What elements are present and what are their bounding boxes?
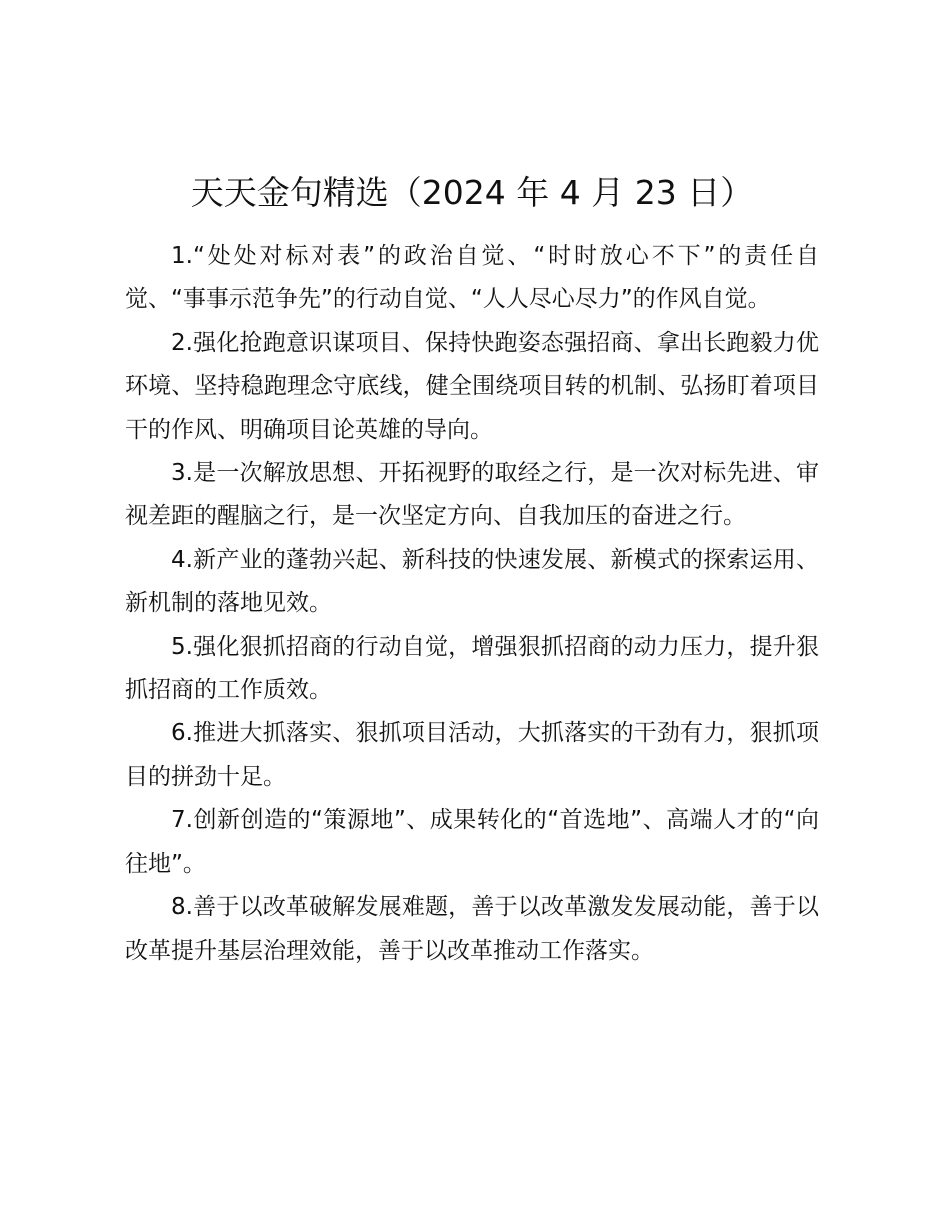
document-body — [125, 235, 819, 973]
quote-paragraph-2: 2.强化抢跑意识谋项目、保持快跑姿态强招商、拿出长跑毅力优环境、坚持稳跑理念守底线，健全围绕项目转的机制、弘扬盯着项目干的作风、明确项目论英雄的导向。 — [125, 329, 819, 443]
quote-paragraph-7: 7.创新创造的“策源地”、成果转化的“首选地”、高端人才的“向往地”。 — [125, 807, 819, 877]
quote-paragraph-1: 1.“处处对标对表”的政治自觉、“时时放心不下”的责任自觉、“事事示范争先”的行动自觉、“人人尽心尽力”的作风自觉。 — [125, 243, 819, 313]
quote-paragraph-3: 3.是一次解放思想、开拓视野的取经之行，是一次对标先进、审视差距的醒脑之行，是一次坚定方向、自我加压的奋进之行。 — [125, 460, 819, 530]
document-title: 天天金句精选（2024 年 4 月 23 日） — [190, 173, 754, 212]
quote-paragraph-6: 6.推进大抓落实、狠抓项目活动，大抓落实的干劲有力，狠抓项目的拼劲十足。 — [125, 720, 819, 790]
quote-paragraph-5: 5.强化狠抓招商的行动自觉，增强狠抓招商的动力压力，提升狠抓招商的工作质效。 — [125, 633, 819, 704]
quote-paragraph-8: 8.善于以改革破解发展难题，善于以改革激发发展动能，善于以改革提升基层治理效能，善于以改革推动工作落实。 — [125, 894, 819, 964]
quote-paragraph-4: 4.新产业的蓬勃兴起、新科技的快速发展、新模式的探索运用、新机制的落地见效。 — [125, 546, 819, 617]
